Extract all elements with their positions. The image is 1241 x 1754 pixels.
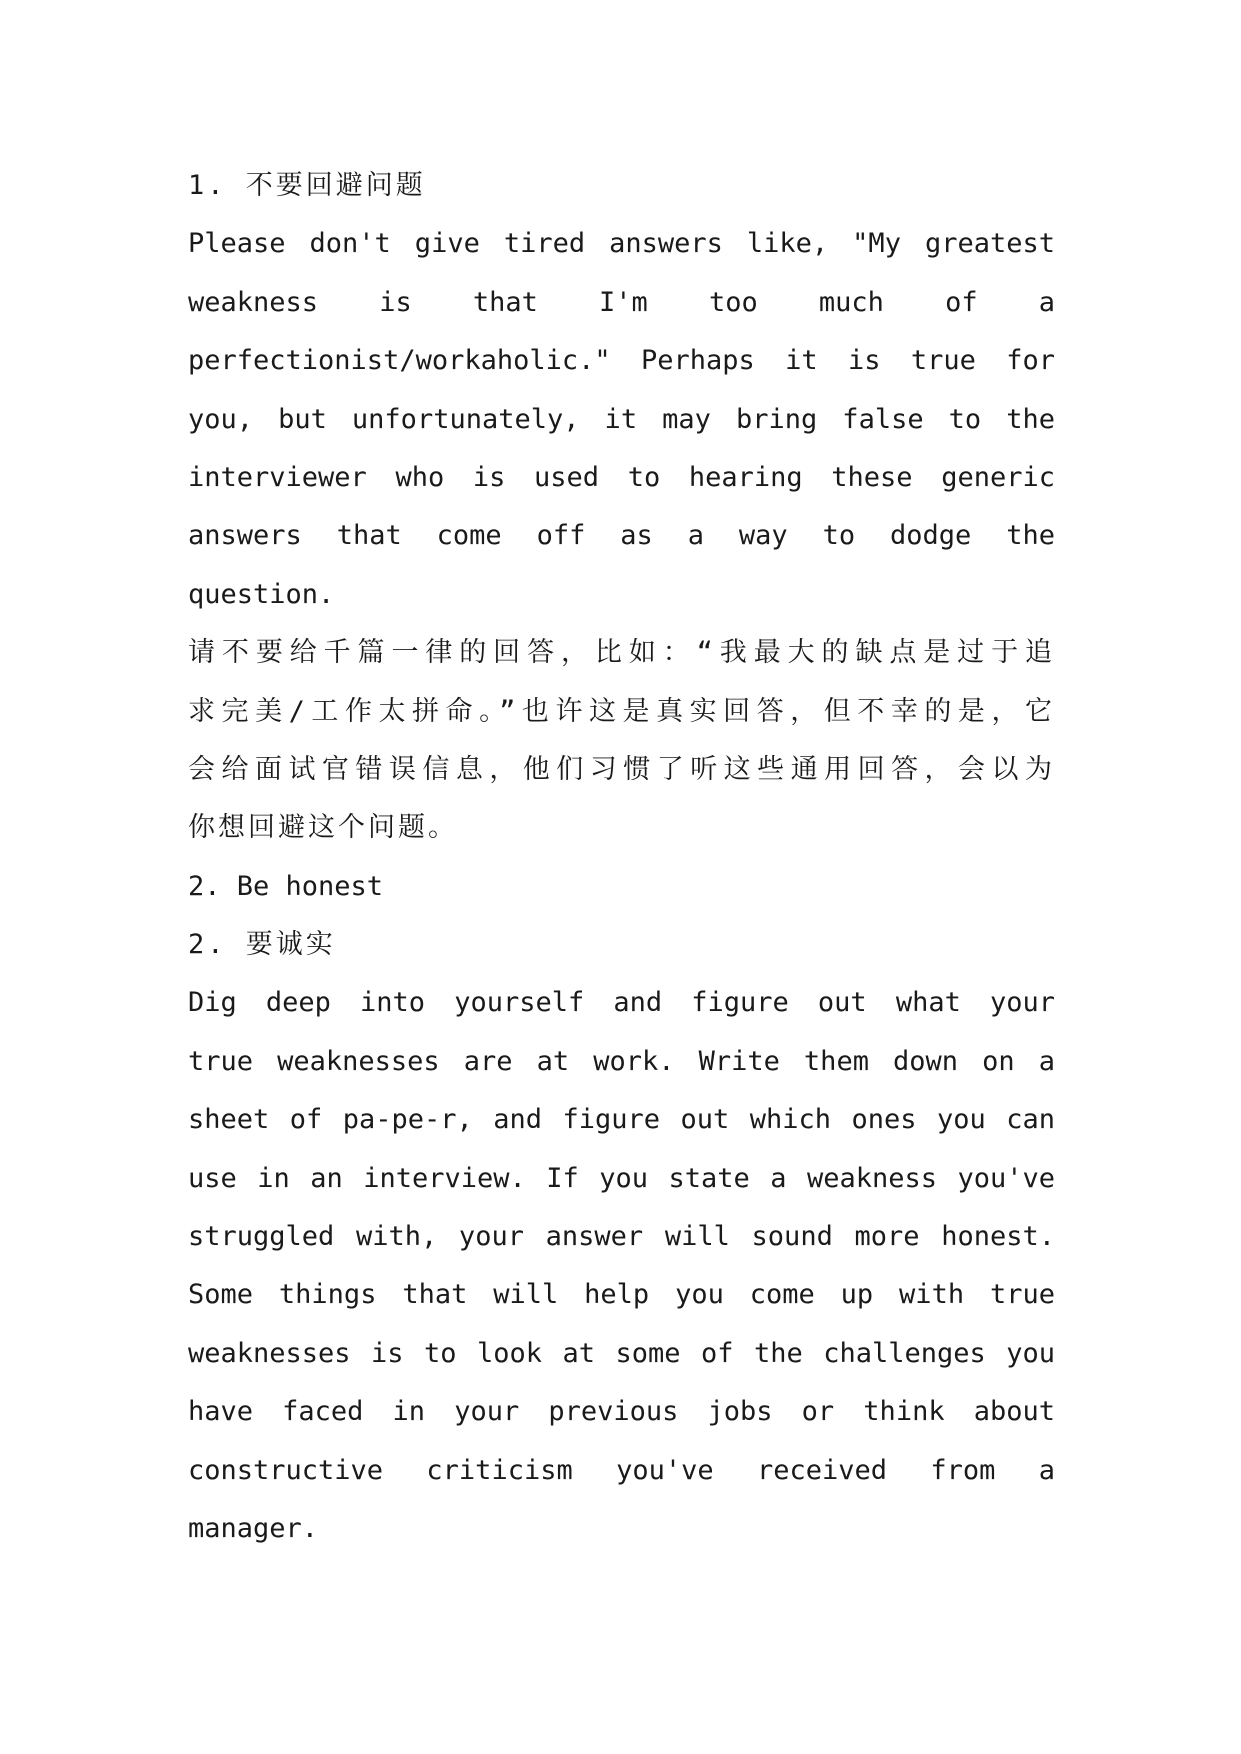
section-1-zh-line-1: 请不要给千篇一律的回答，比如：“我最大的缺点是过于追: [188, 637, 1055, 669]
section-2-heading-en: 2. Be honest: [188, 870, 384, 902]
section-2-en-line-6: Some things that will help you come up with true: [188, 1279, 1055, 1311]
section-2-en-line-3: sheet of pa-pe-r, and figure out which ones you can: [188, 1104, 1055, 1136]
section-2-heading-zh: 2. 要诚实: [188, 929, 336, 961]
section-2-en-line-8: have faced in your previous jobs or think about: [188, 1396, 1055, 1428]
section-2-en-line-9: constructive criticism you've received from a: [188, 1454, 1055, 1486]
section-2-en-line-4: use in an interview. If you state a weakness you've: [188, 1162, 1055, 1194]
section-1-en-line-7: question.: [188, 578, 335, 610]
section-2-en-line-2: true weaknesses are at work. Write them down on a: [188, 1045, 1055, 1077]
section-1-en-line-2: weakness is that I'm too much of a: [188, 286, 1055, 318]
section-1-en-line-6: answers that come off as a way to dodge the: [188, 520, 1055, 552]
document-page: [188, 157, 1055, 1558]
section-1-heading: 1. 不要回避问题: [188, 170, 426, 201]
section-1-en-line-1: Please don't give tired answers like, "My greatest: [188, 228, 1055, 260]
section-2-en-line-5: struggled with, your answer will sound more honest.: [188, 1221, 1055, 1253]
section-1-zh-line-3: 会给面试官错误信息，他们习惯了听这些通用回答，会以为: [188, 753, 1055, 785]
section-1-zh-line-2: 求完美/工作太拼命。”也许这是真实回答，但不幸的是，它: [188, 695, 1055, 727]
section-2-en-line-7: weaknesses is to look at some of the challenges you: [188, 1337, 1055, 1369]
section-2-en-line-10: manager.: [188, 1512, 319, 1544]
section-1-zh-line-4: 你想回避这个问题。: [188, 812, 458, 844]
section-2-en-line-1: Dig deep into yourself and figure out what your: [188, 987, 1055, 1019]
section-1-en-line-5: interviewer who is used to hearing these generic: [188, 461, 1055, 493]
section-1-en-line-3: perfectionist/workaholic." Perhaps it is true for: [188, 345, 1055, 377]
section-1-en-line-4: you, but unfortunately, it may bring false to the: [188, 403, 1055, 435]
